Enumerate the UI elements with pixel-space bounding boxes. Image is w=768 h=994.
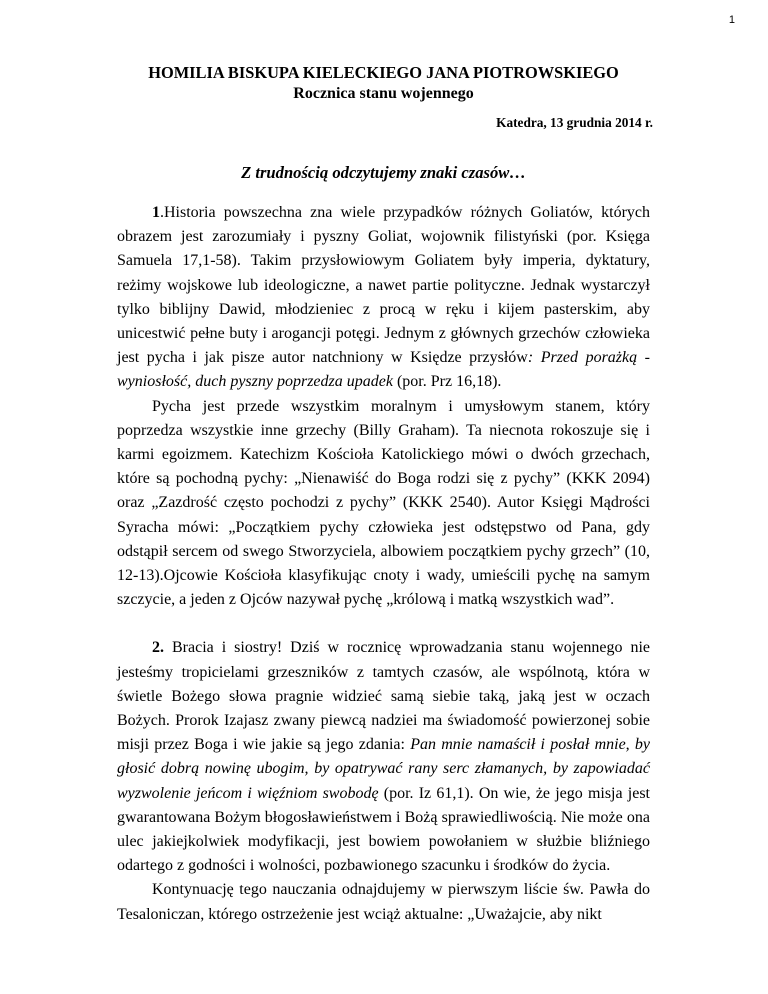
paragraph-3 xyxy=(117,636,650,878)
document-body xyxy=(117,62,653,927)
paragraph-1-text: .Historia powszechna zna wiele przypadków różnych Goliatów, których obrazem jest zarozumiały i pyszny Goliat, wojownik filistyński (por. Księga Samuela 17,1-58). Takim przysłowiowym Goliatem były imperia, dyktatury, reżimy wojskowe lub ideologiczne, a nawet partie polityczne. Jednak wystarczył tylko biblijny Dawid, młodzieniec z procą w ręku i kijem pasterskim, aby unicestwić pełne buty i arogancji potęgi. Jednym z głównych grzechów człowieka jest pycha i jak pisze autor natchniony w Księdze przysłów xyxy=(117,204,650,367)
document-title: HOMILIA BISKUPA KIELECKIEGO JANA PIOTROWSKIEGO xyxy=(148,63,619,82)
section-number-1: 1 xyxy=(152,204,160,221)
page-number: 1 xyxy=(728,14,735,26)
paragraph-3-quote: Pan mnie namaścił i posłał mnie, by głosić dobrą nowinę ubogim, by opatrywać rany serc złamanych, by zapowiadać wyzwolenie jeńcom i więźniom swobodę xyxy=(117,736,650,802)
homily-motto: Z trudnością odczytujemy znaki czasów… xyxy=(241,163,526,182)
paragraph-1 xyxy=(117,201,650,395)
paragraph-4: Kontynuację tego nauczania odnajdujemy w pierwszym liście św. Pawła do Tesaloniczan, którego ostrzeżenie jest wciąż aktualne: „Uważajcie, aby nikt xyxy=(117,881,650,923)
paragraph-3-continuation: (por. Iz 61,1). On wie, że jego misja jest gwarantowana Bożym błogosławieństwem i Bożą sprawiedliwością. Nie może ona ulec jakiejkolwiek modyfikacji, jest bowiem powołaniem w służbie bliźniego odartego z godności i wolności, pozbawionego szacunku i środków do życia. xyxy=(117,784,650,875)
document-subtitle: Rocznica stanu wojennego xyxy=(293,85,474,102)
paragraph-2: Pycha jest przede wszystkim moralnym i umysłowym stanem, który poprzedza wszystkie inne grzechy (Billy Graham). Ta niecnota rokoszuje się i karmi egoizmem. Katechizm Kościoła Katolickiego mówi o dwóch grzechach, które są pochodną pychy: „Nienawiść do Boga rodzi się z pychy” (KKK 2094) oraz „Zazdrość często pochodzi z pychy” (KKK 2540). Autor Księgi Mądrości Syracha mówi: „Początkiem pychy człowieka jest odstępstwo od Pana, gdy odstąpił sercem od swego Stworzyciela, albowiem początkiem pychy grzech” (10, 12-13).Ojcowie Kościoła klasyfikując cnoty i wady, umieścili pychę na samym szczycie, a jeden z Ojców nazywał pychę „królową i matką wszystkich wad”. xyxy=(117,397,650,609)
paragraph-3-text: Bracia i siostry! Dziś w rocznicę wprowadzania stanu wojennego nie jesteśmy tropicielami grzeszników z tamtych czasów, ale wspólnotą, która w świetle Bożego słowa pragnie widzieć samą siebie taką, jaką jest w oczach Bożych. Prorok Izajasz zwany piewcą nadziei ma świadomość powierzonej sobie misji przez Boga i wie jakie są jego zdania: xyxy=(117,639,650,754)
paragraph-1-reference: (por. Prz 16,18). xyxy=(392,373,502,391)
place-date: Katedra, 13 grudnia 2014 r. xyxy=(496,115,653,130)
paragraph-1-quote: : Przed porażką - wyniosłość, duch pyszny poprzedza upadek xyxy=(117,349,650,391)
section-number-2: 2. xyxy=(152,639,164,657)
